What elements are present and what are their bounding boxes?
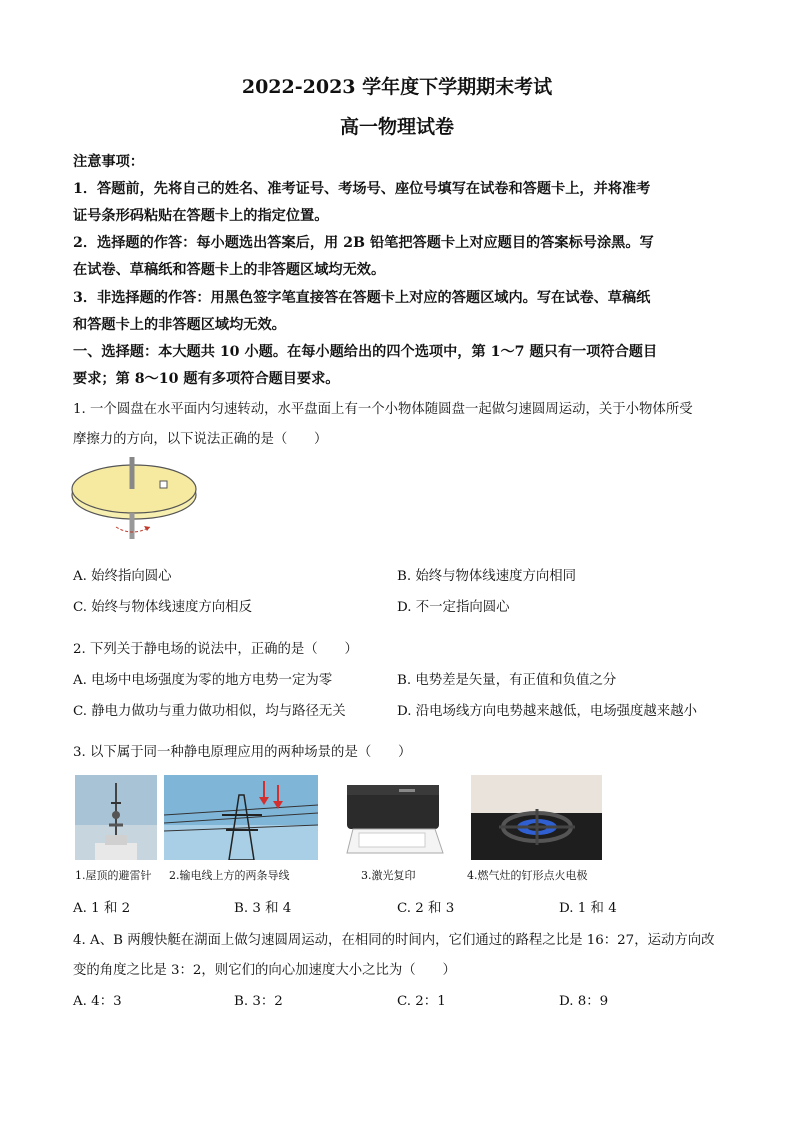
exam-title: 2022-2023 学年度下学期期末考试	[241, 76, 553, 98]
q4-option-c: C. 2：1	[397, 994, 446, 1009]
q2-option-c: C. 静电力做功与重力做功相似，均与路径无关	[73, 704, 346, 719]
exam-subtitle: 高一物理试卷	[339, 116, 454, 138]
q4-option-b: B. 3：2	[234, 994, 283, 1009]
notes-line: 在试卷、草稿纸和答题卡上的非答题区域均无效。	[73, 262, 386, 278]
q3-option-b: B. 3 和 4	[234, 901, 292, 916]
q1-option-c: C. 始终与物体线速度方向相反	[73, 600, 252, 615]
notes-line: 和答题卡上的非答题区域均无效。	[73, 317, 286, 333]
notes-line: 1．答题前，先将自己的姓名、准考证号、考场号、座位号填写在试卷和答题卡上，并将准考	[73, 181, 651, 197]
notes-line: 3．非选择题的作答：用黑色签字笔直接答在答题卡上对应的答题区域内。写在试卷、草稿纸	[73, 290, 651, 306]
q3-caption-2: 2.输电线上方的两条导线	[169, 869, 290, 882]
q3-caption-3: 3.激光复印	[361, 869, 416, 882]
q4-option-a: A. 4：3	[73, 994, 122, 1009]
q4-stem: 变的角度之比是 3：2，则它们的向心加速度大小之比为（ ）	[73, 963, 456, 978]
notes-heading: 注意事项：	[73, 154, 144, 170]
q4-stem: 4. A、B 两艘快艇在湖面上做匀速圆周运动，在相同的时间内，它们通过的路程之比是 16：27，运动方向改	[73, 933, 715, 948]
laser-printer-photo	[339, 775, 451, 860]
q2-option-a: A. 电场中电场强度为零的地方电势一定为零	[73, 673, 333, 688]
section-heading: 一、选择题：本大题共 10 小题。在每小题给出的四个选项中，第 1～7 题只有一项符合题目	[73, 344, 658, 360]
q3-caption-4: 4.燃气灶的钉形点火电极	[467, 869, 588, 882]
q1-option-b: B. 始终与物体线速度方向相同	[397, 569, 577, 584]
gas-stove-photo	[471, 775, 602, 860]
q2-option-b: B. 电势差是矢量，有正值和负值之分	[397, 673, 617, 688]
q3-stem: 3. 以下属于同一种静电原理应用的两种场景的是（ ）	[73, 745, 412, 760]
q2-option-d: D. 沿电场线方向电势越来越低，电场强度越来越小	[397, 704, 697, 719]
q3-option-c: C. 2 和 3	[397, 901, 455, 916]
notes-line: 2．选择题的作答：每小题选出答案后，用 2B 铅笔把答题卡上对应题目的答案标号涂黑。写	[73, 235, 654, 251]
q2-stem: 2. 下列关于静电场的说法中，正确的是（ ）	[73, 642, 358, 657]
q1-option-d: D. 不一定指向圆心	[397, 600, 510, 615]
notes-line: 证号条形码粘贴在答题卡上的指定位置。	[73, 208, 329, 224]
power-line-photo	[164, 775, 318, 860]
q4-option-d: D. 8：9	[559, 994, 609, 1009]
q3-caption-1: 1.屋顶的避雷针	[75, 869, 152, 882]
q1-option-a: A. 始终指向圆心	[73, 569, 172, 584]
q1-stem: 1. 一个圆盘在水平面内匀速转动，水平盘面上有一个小物体随圆盘一起做匀速圆周运动，关于小物体所受	[73, 402, 693, 417]
rotating-disc-figure	[68, 455, 203, 541]
lightning-rod-photo	[75, 775, 157, 860]
q3-option-d: D. 1 和 4	[559, 901, 617, 916]
q1-stem: 摩擦力的方向，以下说法正确的是（ ）	[73, 432, 328, 447]
q3-option-a: A. 1 和 2	[73, 901, 131, 916]
section-heading: 要求；第 8～10 题有多项符合题目要求。	[73, 371, 340, 387]
